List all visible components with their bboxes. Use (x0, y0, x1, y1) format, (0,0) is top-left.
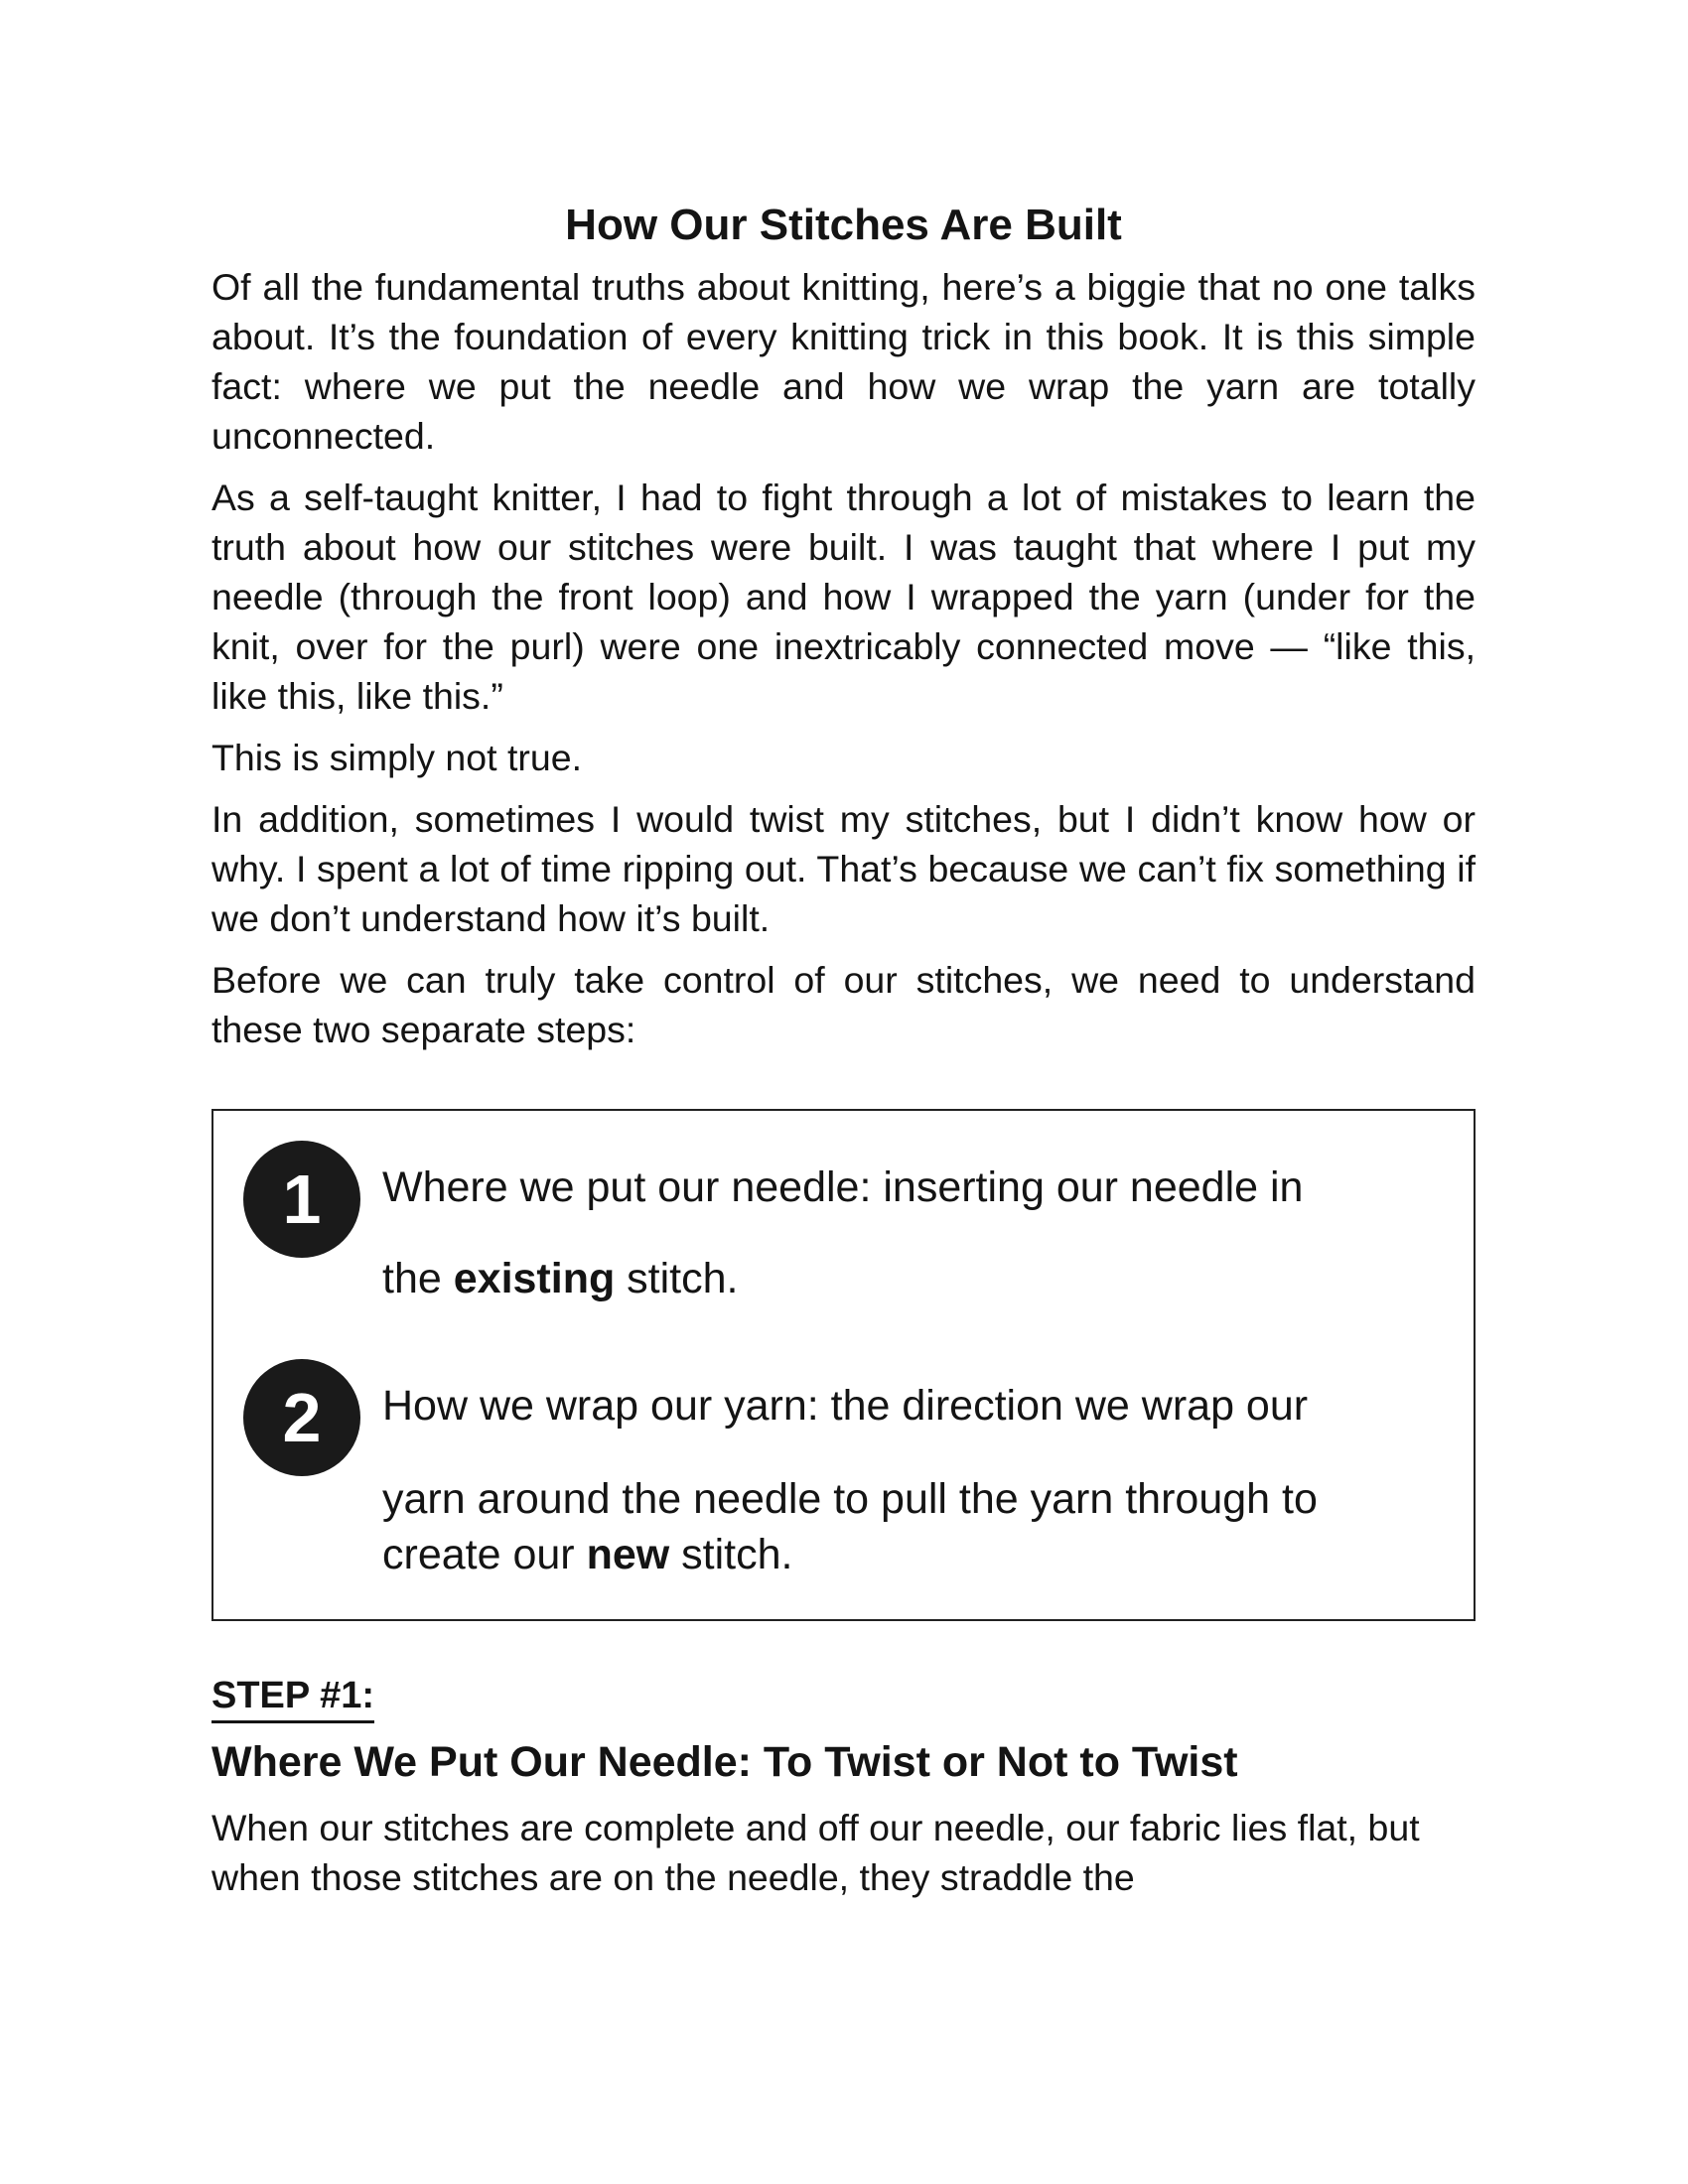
steps-box (211, 1109, 1476, 1621)
step-number-badge-1: 1 (243, 1141, 360, 1258)
step-2-line-3-post: stitch. (669, 1531, 793, 1578)
section-heading: STEP #1: (211, 1671, 374, 1723)
paragraph-not-true: This is simply not true. (211, 737, 583, 778)
step-1-line-2-pre: the (382, 1255, 454, 1302)
step-item-2 (243, 1359, 1454, 1579)
step-1-line-2-post: stitch. (615, 1255, 739, 1302)
paragraph-self-taught: As a self-taught knitter, I had to fight through a lot of mistakes to learn the truth about how our stitches were built. I was taught that where I put my needle (through the front loop) and how I wrapped the yarn (under for the knit, over for the purl) were one inextricably connected move — “like this, like this, like this.” (211, 477, 1476, 717)
step-1-line-2 (382, 1254, 1454, 1303)
step-2-line-2: yarn around the needle to pull the yarn through to (382, 1475, 1318, 1523)
step-2-line-1: How we wrap our yarn: the direction we wrap our (382, 1382, 1309, 1430)
page-title: How Our Stitches Are Built (565, 201, 1122, 249)
document-page (211, 197, 1476, 1902)
paragraph-before: Before we can truly take control of our stitches, we need to understand these two separate steps: (211, 959, 1476, 1050)
step-2-emphasis: new (586, 1531, 670, 1578)
paragraph-intro: Of all the fundamental truths about knitting, here’s a biggie that no one talks about. It’s the foundation of every knitting trick in this book. It is this simple fact: where we put the needle and how we wrap the yarn are totally unconnected. (211, 266, 1476, 457)
section-subheading: Where We Put Our Needle: To Twist or Not to Twist (211, 1738, 1238, 1786)
step-number-badge-2: 2 (243, 1359, 360, 1476)
step-text-1 (382, 1162, 1454, 1303)
step-2-line-3-pre: create our (382, 1531, 587, 1578)
step-2-line-3 (382, 1530, 1454, 1579)
section-body: When our stitches are complete and off our needle, our fabric lies flat, but when those stitches are on the needle, they straddle the (211, 1807, 1420, 1898)
paragraph-twist: In addition, sometimes I would twist my stitches, but I didn’t know how or why. I spent a lot of time ripping out. That’s because we can’t fix something if we don’t understand how it’s built. (211, 798, 1476, 939)
section-step-1 (211, 1621, 1476, 1902)
step-1-emphasis: existing (453, 1255, 616, 1302)
step-text-2 (382, 1381, 1454, 1579)
step-1-line-1: Where we put our needle: inserting our needle in (382, 1163, 1304, 1211)
step-item-1 (243, 1141, 1454, 1303)
